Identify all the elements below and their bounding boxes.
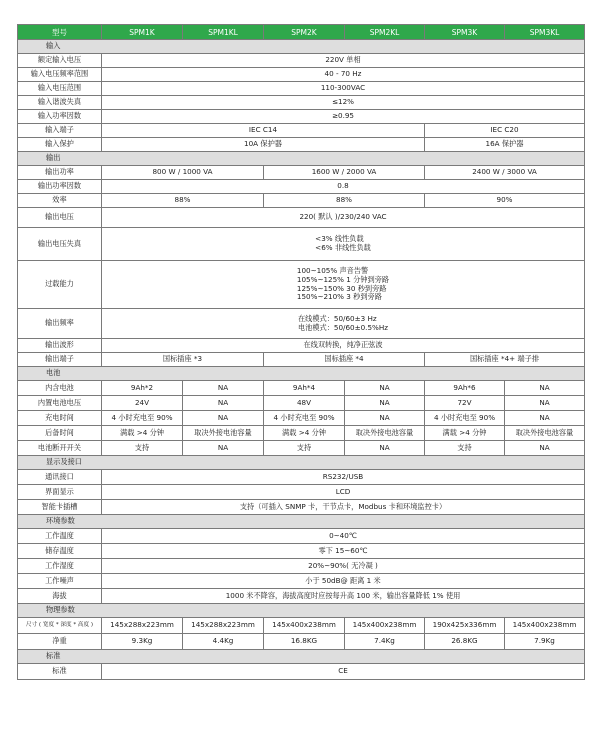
cell-value: 110-300VAC [102, 82, 585, 96]
table-row [18, 208, 585, 228]
header-spm3k: SPM3K [425, 25, 505, 40]
cell-value: 支持 [425, 441, 505, 456]
cell-value: 满载 >4 分钟 [264, 426, 345, 441]
row-label: 工作湿度 [18, 559, 102, 574]
table-row [18, 411, 585, 426]
row-label: 储存温度 [18, 544, 102, 559]
section-battery-row [18, 367, 585, 381]
table-row [18, 618, 585, 634]
cell-value: 145x288x223mm [183, 618, 264, 634]
cell-value: 9Ah*2 [102, 381, 183, 396]
cell-value: 小于 50dB@ 距离 1 米 [102, 574, 585, 589]
row-label: 输出功率 [18, 166, 102, 180]
table-row [18, 54, 585, 68]
cell-value: 国标插座 *4+ 端子排 [425, 353, 585, 367]
table-row [18, 194, 585, 208]
cell-value: 2400 W / 3000 VA [425, 166, 585, 180]
row-label: 海拔 [18, 589, 102, 604]
cell-value: LCD [102, 485, 585, 500]
cell-value: 支持 [102, 441, 183, 456]
row-label: 输出频率 [18, 309, 102, 339]
cell-value: 16A 保护器 [425, 138, 585, 152]
cell-value: 72V [425, 396, 505, 411]
table-row [18, 110, 585, 124]
section-output: 输出 [18, 152, 585, 166]
cell-value: ≤12% [102, 96, 585, 110]
header-spm2k: SPM2K [264, 25, 345, 40]
cell-value: 在线双转换，纯净正弦波 [102, 339, 585, 353]
row-label: 输入保护 [18, 138, 102, 152]
table-row [18, 500, 585, 515]
section-display-row [18, 456, 585, 470]
cell-value: 4.4Kg [183, 634, 264, 650]
table-row [18, 261, 585, 309]
row-label: 输出电压 [18, 208, 102, 228]
cell-value: 支持（可插入 SNMP 卡，干节点卡，Modbus 卡和环境监控卡） [102, 500, 585, 515]
cell-value: NA [505, 411, 585, 426]
cell-value: 220( 默认 )/230/240 VAC [102, 208, 585, 228]
row-label: 输入电压范围 [18, 82, 102, 96]
cell-value: 24V [102, 396, 183, 411]
cell-value [102, 228, 585, 261]
cell-value: NA [505, 441, 585, 456]
cell-value: NA [505, 381, 585, 396]
cell-value: 国标插座 *3 [102, 353, 264, 367]
cell-value: NA [183, 396, 264, 411]
table-row [18, 589, 585, 604]
cell-value: 26.8KG [425, 634, 505, 650]
section-env-row [18, 515, 585, 529]
table-row [18, 68, 585, 82]
cell-value: 取决外接电池容量 [183, 426, 264, 441]
table-row [18, 138, 585, 152]
section-physical-row [18, 604, 585, 618]
section-input: 输入 [18, 40, 585, 54]
table-row [18, 470, 585, 485]
row-label: 内置电池电压 [18, 396, 102, 411]
table-row [18, 339, 585, 353]
row-label: 标准 [18, 664, 102, 680]
table-row [18, 180, 585, 194]
row-label: 额定输入电压 [18, 54, 102, 68]
cell-value: 取决外接电池容量 [505, 426, 585, 441]
spec-table [17, 24, 585, 680]
cell-value: 88% [264, 194, 425, 208]
row-label: 效率 [18, 194, 102, 208]
cell-value: 取决外接电池容量 [345, 426, 425, 441]
row-label: 输出波形 [18, 339, 102, 353]
section-standard-row [18, 650, 585, 664]
table-row [18, 166, 585, 180]
header-model: 型号 [18, 25, 102, 40]
row-label: 输入电压频率范围 [18, 68, 102, 82]
cell-value: NA [345, 396, 425, 411]
cell-value: 0.8 [102, 180, 585, 194]
row-label: 净重 [18, 634, 102, 650]
row-label: 智能卡插槽 [18, 500, 102, 515]
row-label: 界面显示 [18, 485, 102, 500]
cell-value: 145x400x238mm [505, 618, 585, 634]
section-input-row [18, 40, 585, 54]
table-row [18, 544, 585, 559]
cell-value: 4 小时充电至 90% [102, 411, 183, 426]
row-label: 输入端子 [18, 124, 102, 138]
cell-value: 国标插座 *4 [264, 353, 425, 367]
cell-value: 7.9Kg [505, 634, 585, 650]
cell-value: NA [183, 381, 264, 396]
cell-value: 零下 15~60℃ [102, 544, 585, 559]
table-row [18, 664, 585, 680]
cell-value: 9Ah*4 [264, 381, 345, 396]
section-display: 显示及接口 [18, 456, 585, 470]
header-row [18, 25, 585, 40]
cell-value: NA [183, 411, 264, 426]
cell-value: NA [345, 411, 425, 426]
cell-value: 支持 [264, 441, 345, 456]
cell-value: CE [102, 664, 585, 680]
header-spm2kl: SPM2KL [345, 25, 425, 40]
section-physical: 物理参数 [18, 604, 585, 618]
cell-value: NA [345, 381, 425, 396]
row-label: 输入功率因数 [18, 110, 102, 124]
cell-value: ≥0.95 [102, 110, 585, 124]
row-label: 输入谐波失真 [18, 96, 102, 110]
row-label: 通讯接口 [18, 470, 102, 485]
cell-value: 1600 W / 2000 VA [264, 166, 425, 180]
cell-value: 145x400x238mm [264, 618, 345, 634]
multiline-text: 在线模式：50/60±3 Hz 电池模式：50/60±0.5%Hz [297, 313, 389, 332]
row-label: 过载能力 [18, 261, 102, 309]
row-label: 充电时间 [18, 411, 102, 426]
cell-value [102, 309, 585, 339]
cell-value: NA [505, 396, 585, 411]
table-row [18, 381, 585, 396]
table-row [18, 96, 585, 110]
cell-value [102, 261, 585, 309]
header-spm3kl: SPM3KL [505, 25, 585, 40]
row-label: 尺寸 ( 宽度 * 深度 * 高度 ) [18, 618, 102, 634]
cell-value: NA [183, 441, 264, 456]
cell-value: 9Ah*6 [425, 381, 505, 396]
table-row [18, 124, 585, 138]
table-row [18, 309, 585, 339]
section-output-row [18, 152, 585, 166]
cell-value: 800 W / 1000 VA [102, 166, 264, 180]
cell-value: 90% [425, 194, 585, 208]
table-row [18, 559, 585, 574]
cell-value: 7.4Kg [345, 634, 425, 650]
table-row [18, 426, 585, 441]
cell-value: 40 - 70 Hz [102, 68, 585, 82]
cell-value: 4 小时充电至 90% [425, 411, 505, 426]
header-spm1kl: SPM1KL [183, 25, 264, 40]
cell-value: 满载 >4 分钟 [102, 426, 183, 441]
cell-value: IEC C14 [102, 124, 425, 138]
table-row [18, 82, 585, 96]
cell-value: 1000 米不降容，海拔高度时应按每升高 100 米，输出容量降低 1% 使用 [102, 589, 585, 604]
cell-value: 16.8KG [264, 634, 345, 650]
cell-value: 0~40℃ [102, 529, 585, 544]
table-row [18, 634, 585, 650]
cell-value: 145x400x238mm [345, 618, 425, 634]
row-label: 内含电池 [18, 381, 102, 396]
section-env: 环境参数 [18, 515, 585, 529]
section-battery: 电池 [18, 367, 585, 381]
cell-value: 48V [264, 396, 345, 411]
cell-value: 10A 保护器 [102, 138, 425, 152]
cell-value: NA [345, 441, 425, 456]
table-row [18, 396, 585, 411]
table-row [18, 353, 585, 367]
cell-value: 88% [102, 194, 264, 208]
header-spm1k: SPM1K [102, 25, 183, 40]
cell-value: IEC C20 [425, 124, 585, 138]
cell-value: 9.3Kg [102, 634, 183, 650]
section-standard: 标准 [18, 650, 585, 664]
multiline-text: 100~105% 声音告警 105%~125% 1 分钟到旁路 125%~150% 30 秒到旁路 150%~210% 3 秒到旁路 [296, 266, 390, 302]
row-label: 后备时间 [18, 426, 102, 441]
row-label: 工作噪声 [18, 574, 102, 589]
multiline-text: <3% 线性负载 <6% 非线性负载 [315, 234, 371, 252]
cell-value: 190x425x336mm [425, 618, 505, 634]
table-row [18, 529, 585, 544]
cell-value: 145x288x223mm [102, 618, 183, 634]
row-label: 输出端子 [18, 353, 102, 367]
table-row [18, 574, 585, 589]
cell-value: RS232/USB [102, 470, 585, 485]
row-label: 输出电压失真 [18, 228, 102, 261]
table-row [18, 485, 585, 500]
row-label: 输出功率因数 [18, 180, 102, 194]
cell-value: 20%~90%( 无冷凝 ) [102, 559, 585, 574]
cell-value: 220V 单相 [102, 54, 585, 68]
cell-value: 4 小时充电至 90% [264, 411, 345, 426]
cell-value: 满载 >4 分钟 [425, 426, 505, 441]
row-label: 工作温度 [18, 529, 102, 544]
row-label: 电池断开开关 [18, 441, 102, 456]
table-row [18, 228, 585, 261]
table-row [18, 441, 585, 456]
